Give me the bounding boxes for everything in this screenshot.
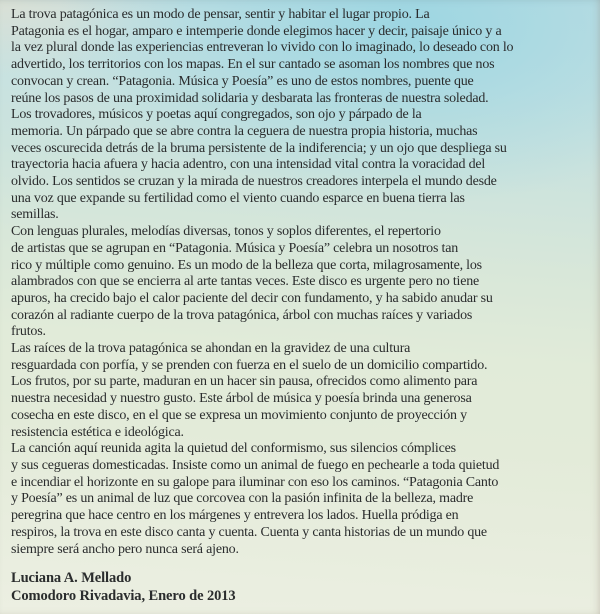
- paragraph-2: [11, 224, 592, 341]
- text-line: convocan y crean. “Patagonia. Música y Poesía” es uno de estos nombres, puente que: [11, 73, 474, 89]
- text-line: y Poesía” es un animal de luz que corcovea con la pasión infinita de la belleza, madre: [11, 491, 474, 507]
- text-line: Con lenguas plurales, melodías diversas, tonos y soplos diferentes, el repertorio: [11, 224, 441, 240]
- text-line: cosecha en este disco, en el que se expresa un movimiento conjunto de proyección y: [11, 407, 467, 423]
- text-line: una voz que expande su fertilidad como el viento cuando esparce en buena tierra las: [11, 190, 465, 206]
- text-line: La canción aquí reunida agita la quietud del conformismo, sus silencios cómplices: [11, 441, 456, 457]
- text-line: semillas.: [11, 207, 59, 223]
- text-line: peregrina que hace centro en los márgenes y entrevera los lados. Huella pródiga en: [11, 508, 459, 524]
- text-line: frutos.: [11, 324, 46, 340]
- paragraph-1: [11, 7, 592, 224]
- text-line: de artistas que se agrupan en “Patagonia. Música y Poesía” celebra un nosotros tan: [11, 240, 459, 256]
- text-line: la vez plural donde las experiencias entreveran lo vivido con lo imaginado, lo deseado con lo: [11, 40, 514, 56]
- text-line: memoria. Un párpado que se abre contra la ceguera de nuestra propia historia, muchas: [11, 123, 478, 139]
- text-line: advertido, los territorios con los mapas. En el sur cantado se asoman los nombres que nos: [11, 57, 495, 73]
- text-line: Patagonia es el hogar, amparo e intemperie donde elegimos hacer y decir, paisaje único y a: [11, 23, 502, 39]
- text-line: Los trovadores, músicos y poetas aquí congregados, son ojo y párpado de la: [11, 107, 422, 123]
- text-line: respiros, la trova en este disco canta y cuenta. Cuenta y canta historias de un mundo que: [11, 524, 487, 540]
- signature-block: [11, 569, 592, 605]
- text-line: siempre será ancho pero nunca será ajeno.: [11, 541, 239, 557]
- text-line: trayectoria hacia afuera y hacia adentro, con una intensidad vital contra la voracidad del: [11, 157, 486, 173]
- text-line: corazón al radiante cuerpo de la trova patagónica, árbol con muchas raíces y variados: [11, 307, 473, 323]
- signature-author: Luciana A. Mellado: [11, 570, 132, 587]
- text-line: alambrados con que se encierra al arte tantas veces. Este disco es urgente pero no tiene: [11, 274, 480, 290]
- document-body: [11, 7, 592, 558]
- text-line: olvido. Los sentidos se cruzan y la mirada de nuestros creadores interpela el mundo desde: [11, 174, 497, 190]
- text-line: nuestra necesidad y nuestro gusto. Este árbol de música y poesía brinda una generosa: [11, 391, 472, 407]
- text-line: reúne los pasos de una proximidad solidaria y desbarata las fronteras de nuestra soledad.: [11, 90, 489, 106]
- text-line: rico y múltiple como genuino. Es un modo de la belleza que corta, milagrosamente, los: [11, 257, 482, 273]
- text-line: resguardada con porfía, y se prenden con fuerza en el suelo de un domicilio compartido.: [11, 357, 488, 373]
- text-line: resistencia estética e ideológica.: [11, 424, 184, 440]
- text-line: apuros, ha crecido bajo el calor paciente del decir con fundamento, y ha sabido anudar su: [11, 290, 493, 306]
- text-line: e incendiar el horizonte en su galope para iluminar con eso los caminos. “Patagonia Canto: [11, 474, 499, 490]
- paragraph-3: [11, 341, 592, 441]
- text-line: veces oscurecida detrás de la bruma persistente de la indiferencia; y un ojo que despliega su: [11, 140, 507, 156]
- signature-place-date: Comodoro Rivadavia, Enero de 2013: [11, 588, 236, 605]
- text-line: y sus cegueras domesticadas. Insiste como un animal de fuego en pechearle a toda quietud: [11, 457, 500, 473]
- text-line: Las raíces de la trova patagónica se ahondan en la gravidez de una cultura: [11, 341, 411, 357]
- text-line: La trova patagónica es un modo de pensar, sentir y habitar el lugar propio. La: [11, 7, 430, 22]
- paragraph-4: [11, 441, 592, 558]
- text-line: Los frutos, por su parte, maduran en un hacer sin pausa, ofrecidos como alimento para: [11, 374, 478, 390]
